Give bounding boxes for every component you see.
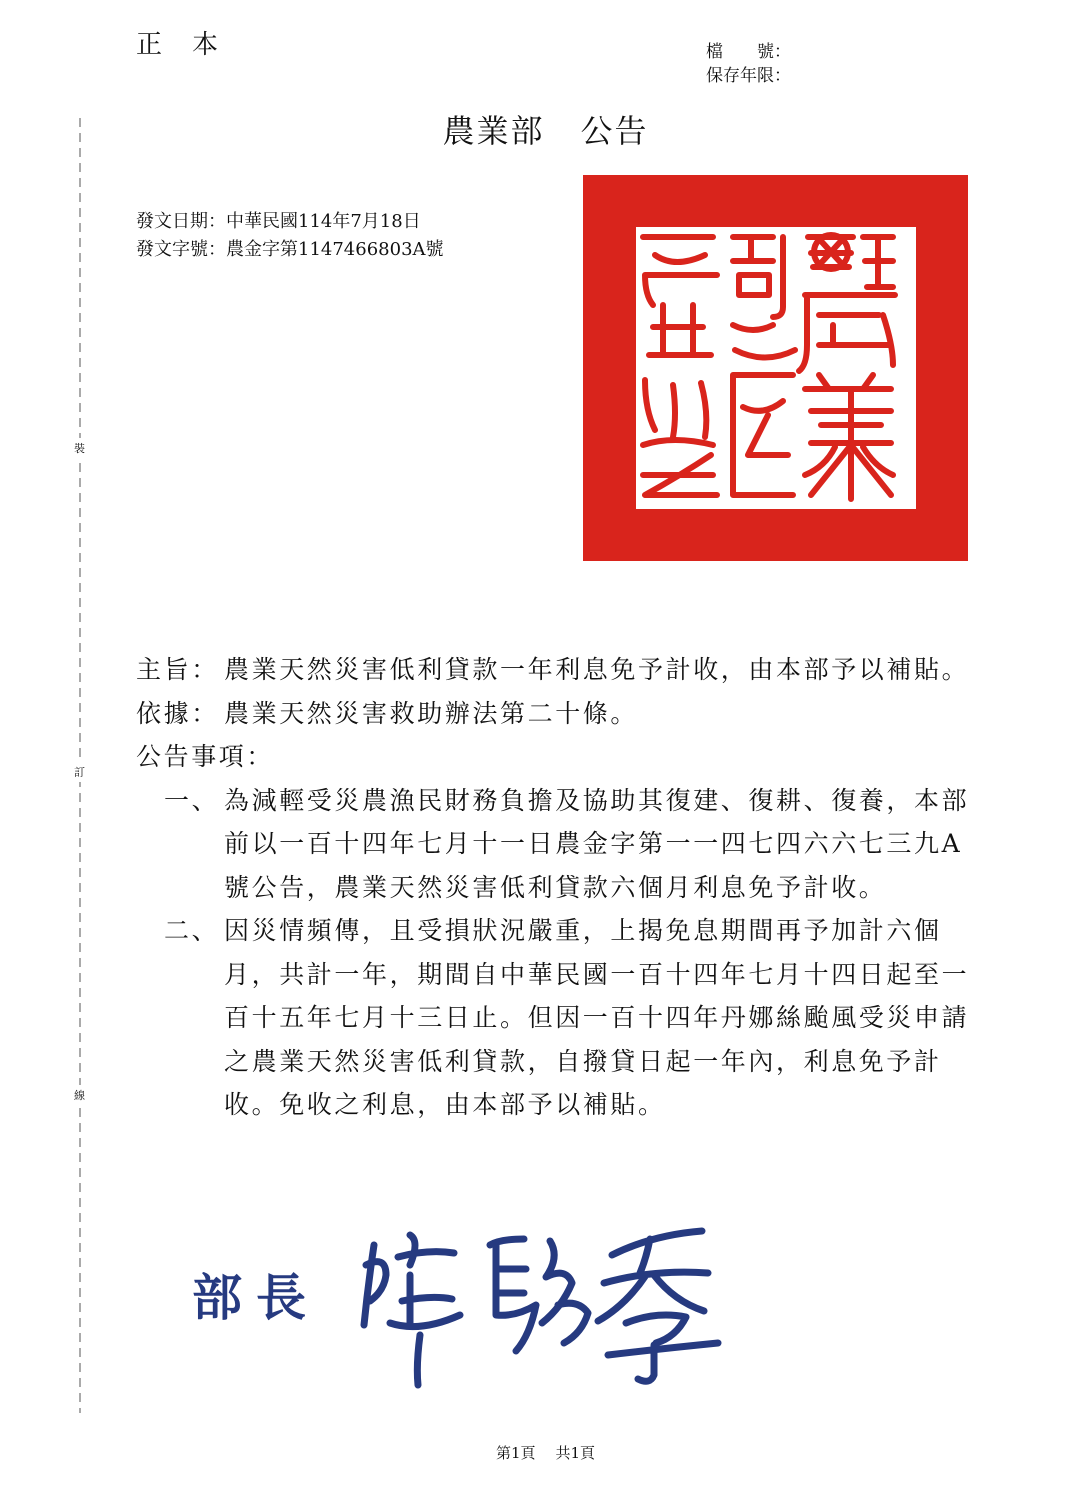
minister-title: 部長 [192,1269,320,1327]
issue-number: 發文字號：農金字第1147466803A號 [136,239,444,260]
original-copy-mark [136,24,248,61]
binding-mark-xian: 線 [74,1085,85,1105]
handwritten-signature-icon [350,1205,730,1395]
announcement-item [136,909,986,1127]
basis-label: 依據： [136,698,219,728]
item-number: 一、 [164,785,220,815]
subject-text: 農業天然災害低利貸款一年利息免予計收，由本部予以補貼。 [224,655,970,684]
items-label: 公告事項： [136,742,275,771]
agency-name: 農業部 [442,112,545,150]
document-title [0,106,1091,152]
copy-mark-char-1: 正 [136,30,163,60]
page-total: 共1頁 [555,1444,596,1462]
retention-period-label: 保存年限： [706,66,791,86]
official-seal-icon [583,175,968,561]
file-meta [706,40,791,88]
issue-info [136,208,444,264]
page-number: 第1頁 [495,1444,536,1462]
copy-mark-char-2: 本 [192,30,219,60]
document-type: 公告 [580,112,649,150]
basis-section [136,692,986,736]
subject-section [136,648,986,692]
announcement-body [136,648,986,1127]
item-number: 二、 [164,916,220,945]
announcement-item [136,779,986,910]
subject-label: 主旨： [136,655,219,684]
basis-text: 農業天然災害救助辦法第二十條。 [224,698,639,728]
item-text: 為減輕受災農漁民財務負擔及協助其復建、復耕、復養，本部前以一百十四年七月十一日農金字第一一四七四六六七三九A號公告，農業天然災害低利貸款六個月利息免予計收。 [224,785,970,902]
issue-date: 發文日期：中華民國114年7月18日 [136,211,421,232]
binding-mark-ding: 訂 [74,762,85,782]
page-footer [0,1442,1091,1463]
file-number-label: 檔 號： [706,42,791,62]
binding-mark-zhuang: 裝 [74,438,85,458]
item-text: 因災情頻傳，且受損狀況嚴重，上揭免息期間再予加計六個月，共計一年，期間自中華民國一百十四年七月十四日起至一百十五年七月十三日止。但因一百十四年丹娜絲颱風受災申請之農業天然災害低利貸款，自撥貸日起一年內，利息免予計收。免收之利息，由本部予以補貼。 [224,916,970,1119]
